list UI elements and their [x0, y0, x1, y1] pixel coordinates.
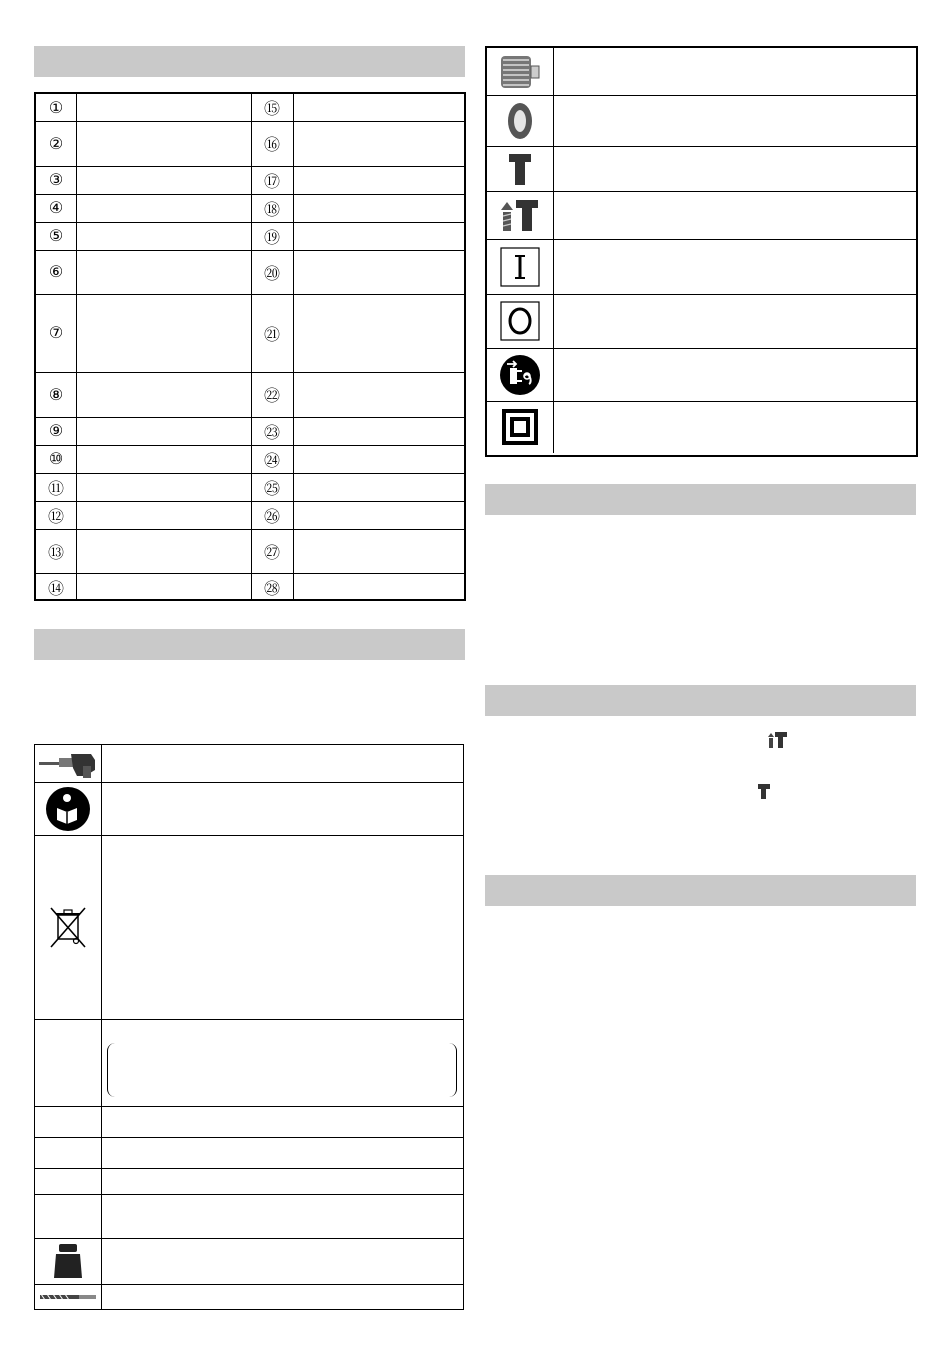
symbol-description: [102, 1137, 463, 1168]
part-name-left: [76, 445, 252, 473]
symbol-row: [35, 745, 463, 783]
parts-list-row: [36, 372, 464, 418]
symbol-row: [487, 48, 916, 96]
symbol-row: [35, 1106, 463, 1138]
symbol-description: [102, 1284, 463, 1309]
parts-list-row: [36, 573, 464, 601]
part-number-right: ㉔: [251, 445, 294, 473]
symbol-description: [554, 239, 916, 294]
part-name-right: [293, 250, 464, 294]
part-name-right: [293, 573, 464, 601]
symbol-cell-empty: [35, 1168, 102, 1194]
symbol-description: [102, 1168, 463, 1194]
parts-list-row: [36, 250, 464, 295]
part-name-left: [76, 501, 252, 529]
symbol-description: [102, 1106, 463, 1137]
section-header-bar-3: [485, 484, 916, 515]
part-number-right: ⑰: [251, 166, 294, 194]
part-name-left: [76, 372, 252, 417]
switch-on-icon: [487, 239, 554, 294]
crossed-out-bin-icon: [35, 835, 102, 1019]
symbol-description: [102, 745, 463, 782]
part-number-right: ㉓: [251, 417, 294, 445]
parts-list-row: [36, 194, 464, 223]
section-header-bar-2: [34, 629, 465, 660]
core-bit-icon: [487, 48, 554, 95]
part-name-right: [293, 222, 464, 250]
symbol-description: [102, 782, 463, 835]
drill-bit-icon: [35, 1284, 102, 1309]
symbol-cell-empty: [35, 1137, 102, 1168]
symbol-description: [554, 401, 916, 453]
symbol-row: [487, 348, 916, 402]
part-number-left: ②: [36, 121, 77, 166]
part-name-right: [293, 194, 464, 222]
symbol-cell-empty: [35, 1019, 102, 1106]
symbol-row: [487, 401, 916, 453]
part-number-right: ⑮: [251, 94, 294, 121]
section-header-bar-4: [485, 685, 916, 716]
symbol-description: [554, 95, 916, 146]
parts-list-table: [34, 92, 466, 601]
symbol-row: [35, 835, 463, 1020]
rotation-hammer-mode-inline-icon: [767, 730, 787, 748]
part-number-left: ⑥: [36, 250, 77, 294]
parts-list-row: [36, 222, 464, 251]
symbol-row: [35, 1019, 463, 1107]
part-name-right: [293, 166, 464, 194]
symbol-row: [487, 239, 916, 295]
symbol-row: [35, 782, 463, 836]
rotation-hammer-mode-icon: [487, 191, 554, 239]
switch-off-icon: [487, 294, 554, 348]
parts-list-row: [36, 501, 464, 530]
read-manual-icon: [35, 782, 102, 835]
parts-list-row: [36, 445, 464, 474]
symbol-cell-empty: [35, 1194, 102, 1238]
rotary-hammer-icon: [35, 745, 102, 782]
bit-holder-icon: [35, 1238, 102, 1284]
parts-list-row: [36, 473, 464, 502]
parts-list-row: [36, 417, 464, 446]
part-name-left: [76, 473, 252, 501]
part-name-right: [293, 473, 464, 501]
part-name-left: [76, 529, 252, 573]
bracket-left: [107, 1043, 116, 1097]
part-name-left: [76, 250, 252, 294]
symbol-row: [35, 1137, 463, 1169]
parts-list-row: [36, 529, 464, 574]
symbol-description: [102, 1194, 463, 1238]
symbol-row: [487, 294, 916, 349]
parts-list-row: [36, 166, 464, 195]
symbol-description: [554, 294, 916, 348]
section-header-bar-1: [34, 46, 465, 77]
symbol-row: [35, 1284, 463, 1309]
symbol-row: [487, 95, 916, 147]
part-name-left: [76, 194, 252, 222]
bracket-right: [448, 1043, 457, 1097]
symbol-description: [554, 191, 916, 239]
part-number-left: ⑫: [36, 501, 77, 529]
class-ii-icon: [487, 401, 554, 453]
part-number-left: ⑭: [36, 573, 77, 601]
symbol-row: [487, 146, 916, 192]
part-name-left: [76, 294, 252, 372]
part-number-right: ㉘: [251, 573, 294, 601]
symbol-row: [35, 1168, 463, 1195]
part-number-left: ⑤: [36, 222, 77, 250]
part-name-right: [293, 529, 464, 573]
symbols-table-right: [485, 46, 918, 457]
disconnect-plug-icon: [487, 348, 554, 401]
symbol-description: [554, 348, 916, 401]
part-number-right: ㉕: [251, 473, 294, 501]
parts-list-row: [36, 294, 464, 373]
part-name-left: [76, 417, 252, 445]
part-name-left: [76, 222, 252, 250]
parts-list-row: [36, 94, 464, 122]
part-number-right: ⑱: [251, 194, 294, 222]
part-name-left: [76, 121, 252, 166]
symbol-description: [554, 48, 916, 95]
symbol-description: [102, 835, 463, 1019]
symbol-row: [35, 1238, 463, 1285]
symbol-row: [35, 1194, 463, 1239]
part-name-right: [293, 417, 464, 445]
ring-icon: [487, 95, 554, 146]
symbols-table-left: [34, 744, 464, 1310]
hammer-mode-icon: [487, 146, 554, 191]
part-name-right: [293, 94, 464, 121]
part-number-left: ⑧: [36, 372, 77, 417]
part-number-right: ㉖: [251, 501, 294, 529]
part-number-left: ①: [36, 94, 77, 121]
symbol-description: [554, 146, 916, 191]
part-number-left: ④: [36, 194, 77, 222]
symbol-cell-empty: [35, 1106, 102, 1137]
part-name-left: [76, 573, 252, 601]
part-number-left: ⑨: [36, 417, 77, 445]
symbol-description: [102, 1238, 463, 1284]
part-name-right: [293, 501, 464, 529]
section-header-bar-5: [485, 875, 916, 906]
part-name-right: [293, 294, 464, 372]
part-number-right: ㉒: [251, 372, 294, 417]
part-number-left: ⑪: [36, 473, 77, 501]
part-number-right: ⑲: [251, 222, 294, 250]
part-name-right: [293, 372, 464, 417]
part-number-right: ⑳: [251, 250, 294, 294]
part-name-left: [76, 94, 252, 121]
part-number-left: ⑩: [36, 445, 77, 473]
part-number-left: ③: [36, 166, 77, 194]
parts-list-row: [36, 121, 464, 167]
part-name-right: [293, 445, 464, 473]
part-number-left: ⑦: [36, 294, 77, 372]
part-name-left: [76, 166, 252, 194]
symbol-description: [102, 1019, 463, 1106]
symbol-row: [487, 191, 916, 240]
part-number-right: ㉑: [251, 294, 294, 372]
hammer-mode-inline-icon: [758, 783, 770, 799]
part-number-right: ⑯: [251, 121, 294, 166]
part-number-right: ㉗: [251, 529, 294, 573]
part-name-right: [293, 121, 464, 166]
part-number-left: ⑬: [36, 529, 77, 573]
